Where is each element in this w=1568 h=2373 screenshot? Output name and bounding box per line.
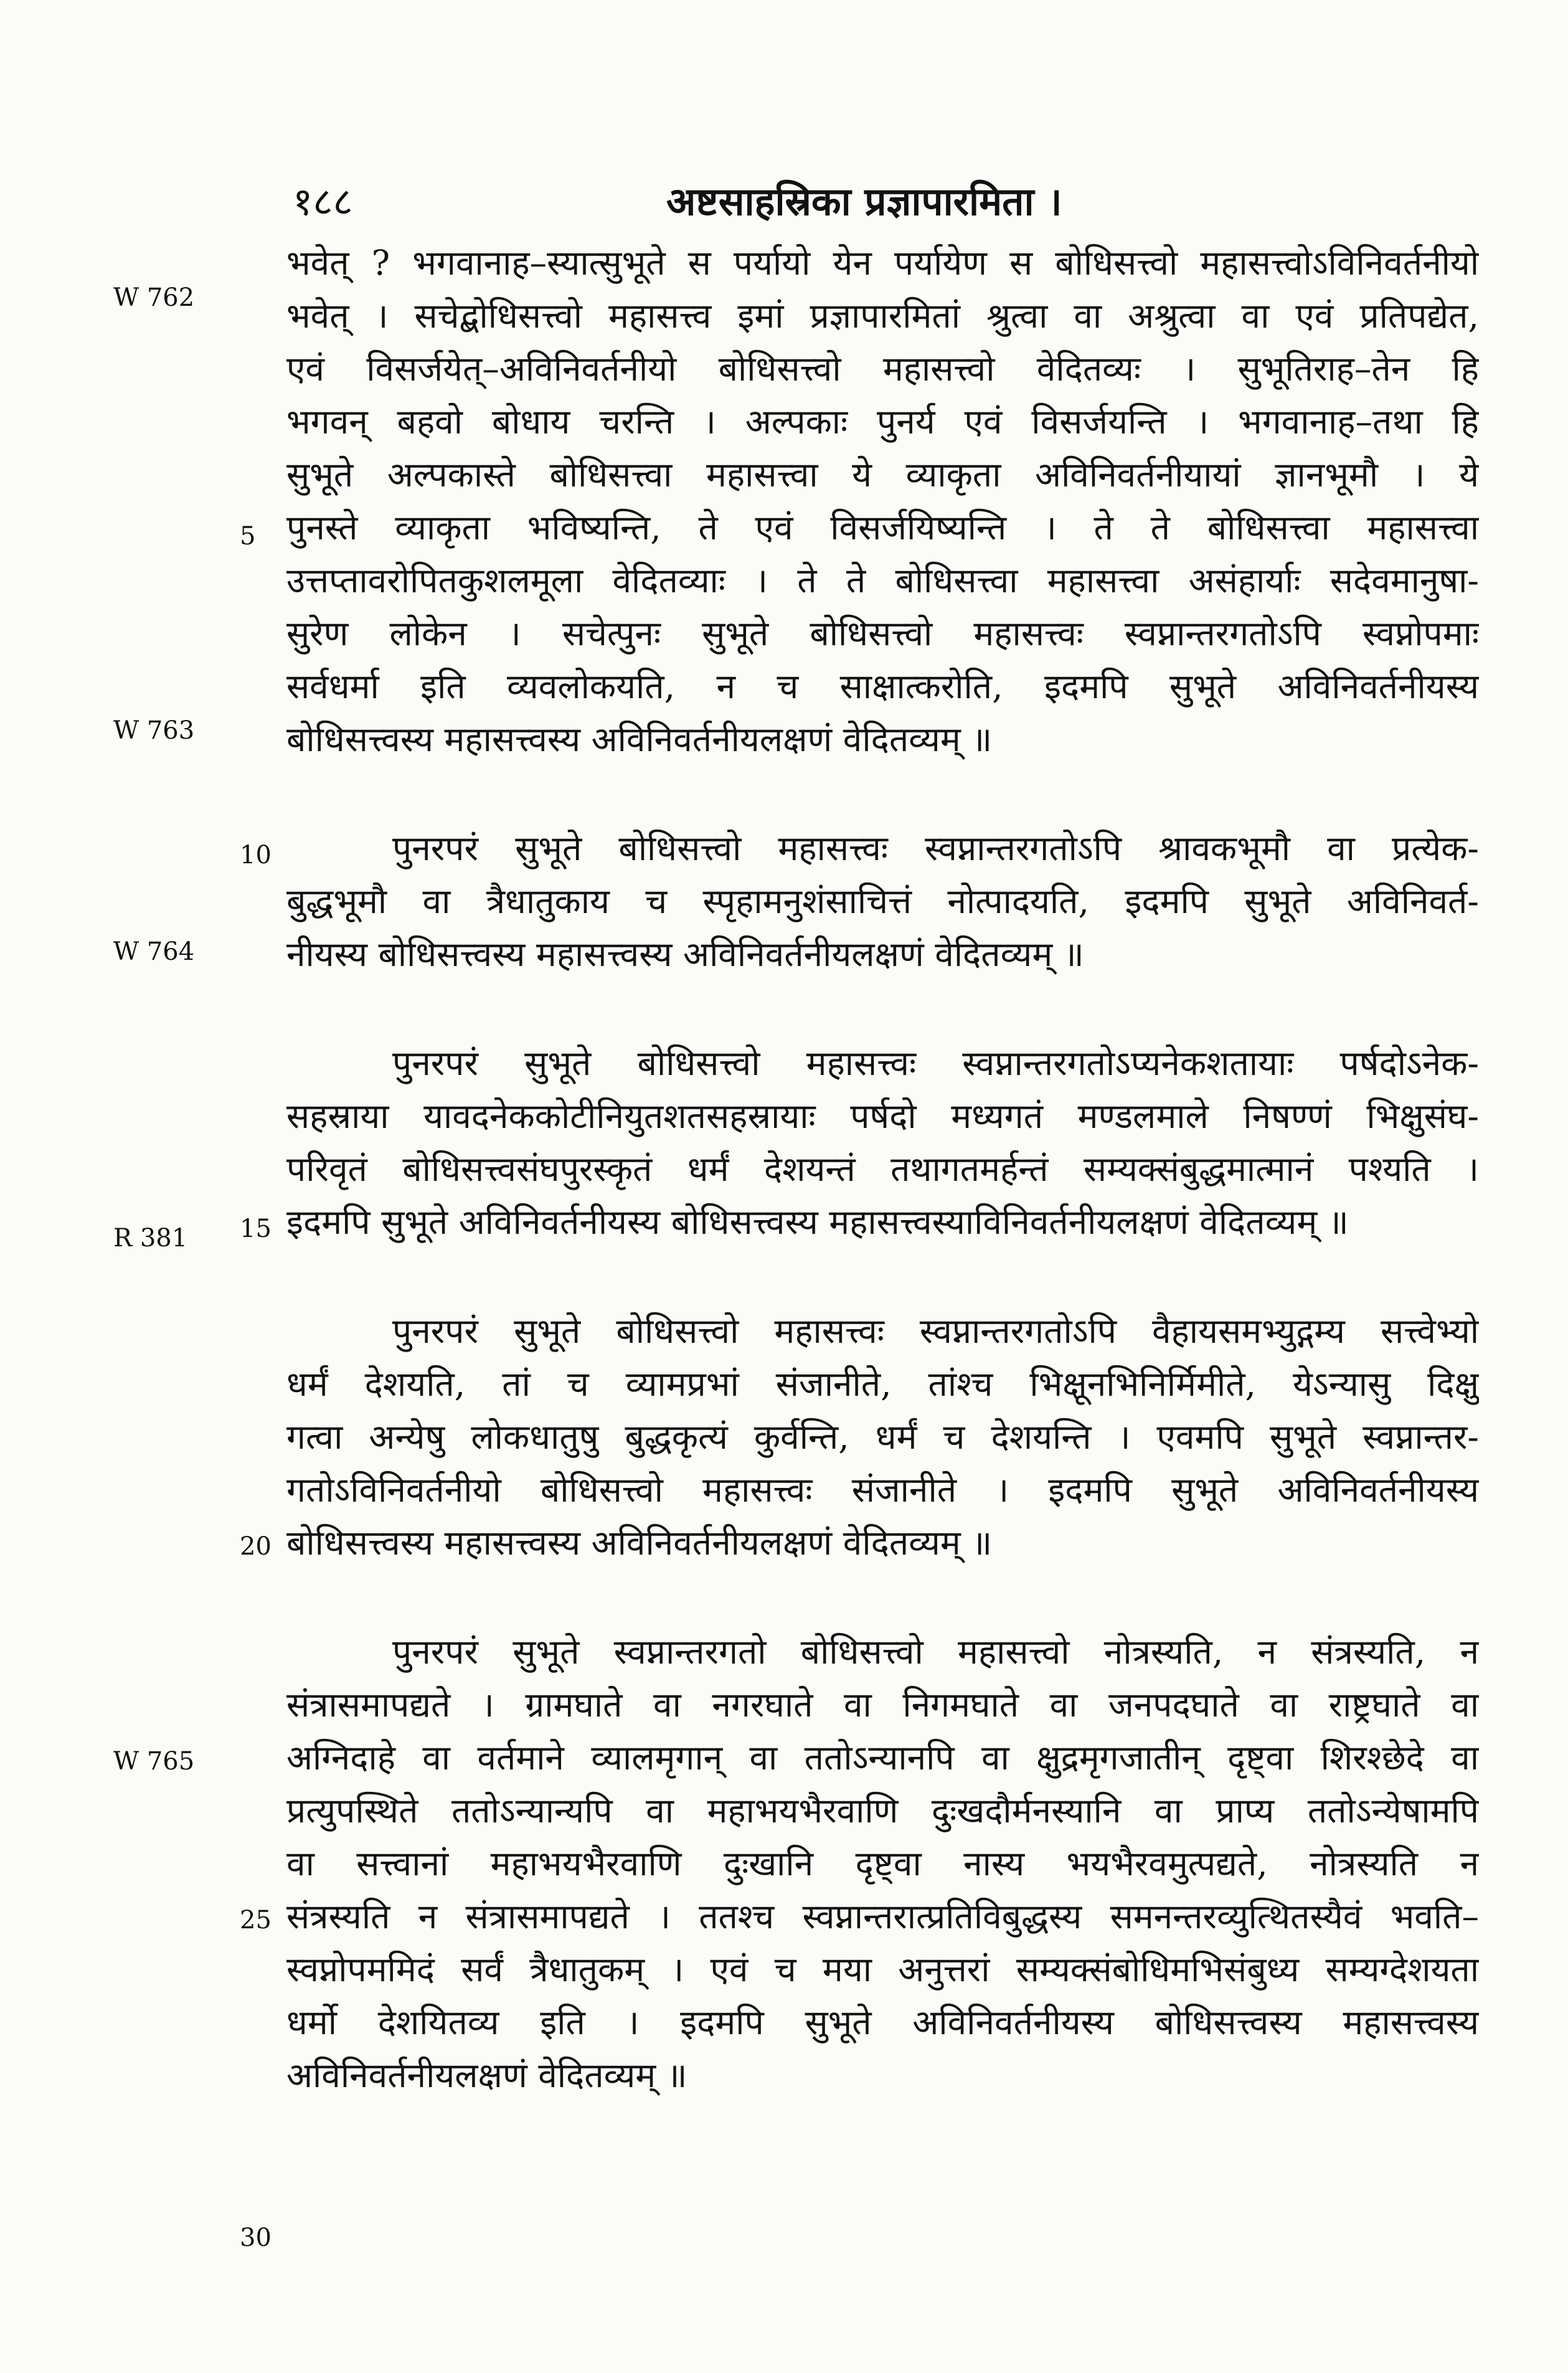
text-line: भवेत् । सचेद्बोधिसत्त्वो महासत्त्व इमां प्रज्ञापारमितां श्रुत्वा वा अश्रुत्वा वा एवं प्रतिपद्येत,	[286, 296, 1479, 336]
text-line: पुनस्ते व्याकृता भविष्यन्ति, ते एवं विसर्जयिष्यन्ति । ते ते बोधिसत्त्वा महासत्त्वा	[286, 508, 1479, 547]
margin-ref: W 762	[113, 283, 195, 312]
main-text	[286, 237, 1479, 2102]
running-title: अष्टसाहस्रिका प्रज्ञापारमिता ।	[666, 179, 1062, 224]
text-line: प्रत्युपस्थिते ततोऽन्यान्यपि वा महाभयभैरवाणि दुःखदौर्मनस्यानि वा प्राप्य ततोऽन्येषामपि	[286, 1791, 1479, 1831]
text-line: बोधिसत्त्वस्य महासत्त्वस्य अविनिवर्तनीयलक्षणं वेदितव्यम् ॥	[286, 719, 993, 759]
text-line: इदमपि सुभूते अविनिवर्तनीयस्य बोधिसत्त्वस्य महासत्त्वस्याविनिवर्तनीयलक्षणं वेदितव्यम् ॥	[286, 1202, 1349, 1242]
line-number: 25	[240, 1906, 272, 1935]
text-line: उत्तप्तावरोपितकुशलमूला वेदितव्याः । ते ते बोधिसत्त्वा महासत्त्वा असंहार्याः सदेवमानुषा-	[286, 561, 1479, 600]
line-number: 20	[240, 1532, 272, 1561]
text-line: धर्मो देशयितव्य इति । इदमपि सुभूते अविनिवर्तनीयस्य बोधिसत्त्वस्य महासत्त्वस्य	[286, 2002, 1479, 2042]
text-line: पुनरपरं सुभूते बोधिसत्त्वो महासत्त्वः स्वप्नान्तरगतोऽप्यनेकशतायाः पर्षदोऽनेक-	[392, 1043, 1479, 1083]
margin-ref: W 765	[113, 1747, 195, 1776]
text-line: अविनिवर्तनीयलक्षणं वेदितव्यम् ॥	[286, 2055, 687, 2095]
text-line: नीयस्य बोधिसत्त्वस्य महासत्त्वस्य अविनिवर्तनीयलक्षणं वेदितव्यम् ॥	[286, 934, 1084, 974]
paragraph	[286, 1037, 1479, 1249]
text-line: भवेत् ? भगवानाह–स्यात्सुभूते स पर्यायो येन पर्यायेण स बोधिसत्त्वो महासत्त्वोऽविनिवर्तनीयो	[286, 243, 1479, 283]
text-line: संत्रस्यति न संत्रासमापद्यते । ततश्च स्वप्नान्तरात्प्रतिविबुद्धस्य समनन्तरव्युत्थितस्यैवं भवति–	[286, 1897, 1479, 1936]
text-line: एवं विसर्जयेत्–अविनिवर्तनीयो बोधिसत्त्वो महासत्त्वो वेदितव्यः । सुभूतिराह–तेन हि	[286, 349, 1479, 389]
text-line: अग्निदाहे वा वर्तमाने व्यालमृगान् वा ततोऽन्यानपि वा क्षुद्रमृगजातीन् दृष्ट्वा शिरश्छेदे वा	[286, 1738, 1479, 1778]
text-line: वा सत्त्वानां महाभयभैरवाणि दुःखानि दृष्ट्वा नास्य भयभैरवमुत्पद्यते, नोत्रस्यति न	[286, 1844, 1479, 1883]
line-number: 5	[240, 522, 256, 551]
text-line: गत्वा अन्येषु लोकधातुषु बुद्धकृत्यं कुर्वन्ति, धर्मं च देशयन्ति । एवमपि सुभूते स्वप्नान्तर-	[286, 1417, 1479, 1457]
line-number: 10	[240, 841, 272, 869]
paragraph	[286, 1626, 1479, 2102]
page-header	[293, 174, 1470, 230]
margin-ref: R 381	[113, 1224, 188, 1253]
text-line: बुद्धभूमौ वा त्रैधातुकाय च स्पृहामनुशंसाचित्तं नोत्पादयति, इदमपि सुभूते अविनिवर्त-	[286, 881, 1479, 921]
text-line: बोधिसत्त्वस्य महासत्त्वस्य अविनिवर्तनीयलक्षणं वेदितव्यम् ॥	[286, 1523, 993, 1563]
text-line: भगवन् बहवो बोधाय चरन्ति । अल्पकाः पुनर्य एवं विसर्जयन्ति । भगवानाह–तथा हि	[286, 402, 1479, 442]
line-number: 30	[240, 2224, 272, 2252]
text-line: पुनरपरं सुभूते स्वप्नान्तरगतो बोधिसत्त्वो महासत्त्वो नोत्रस्यति, न संत्रस्यति, न	[392, 1632, 1479, 1672]
text-line: सर्वधर्मा इति व्यवलोकयति, न च साक्षात्करोति, इदमपि सुभूते अविनिवर्तनीयस्य	[286, 666, 1479, 706]
paragraph	[286, 237, 1479, 766]
text-line: गतोऽविनिवर्तनीयो बोधिसत्त्वो महासत्त्वः संजानीते । इदमपि सुभूते अविनिवर्तनीयस्य	[286, 1470, 1479, 1510]
text-line: सुभूते अल्पकास्ते बोधिसत्त्वा महासत्त्वा ये व्याकृता अविनिवर्तनीयायां ज्ञानभूमौ । ये	[286, 455, 1479, 495]
text-line: स्वप्नोपममिदं सर्वं त्रैधातुकम् । एवं च मया अनुत्तरां सम्यक्संबोधिमभिसंबुध्य सम्यग्देशयता	[286, 1949, 1479, 1989]
margin-ref: W 764	[113, 937, 195, 966]
line-number: 15	[240, 1215, 272, 1243]
paragraph	[286, 822, 1479, 981]
text-line: सहस्राया यावदनेककोटीनियुतशतसहस्रायाः पर्षदो मध्यगतं मण्डलमाले निषण्णं भिक्षुसंघ-	[286, 1096, 1479, 1136]
text-line: संत्रासमापद्यते । ग्रामघाते वा नगरघाते वा निगमघाते वा जनपदघाते वा राष्ट्रघाते वा	[286, 1685, 1479, 1725]
text-line: परिवृतं बोधिसत्त्वसंघपुरस्कृतं धर्मं देशयन्तं तथागतमर्हन्तं सम्यक्संबुद्धमात्मानं पश्यति ।	[286, 1149, 1479, 1189]
text-line: पुनरपरं सुभूते बोधिसत्त्वो महासत्त्वः स्वप्नान्तरगतोऽपि श्रावकभूमौ वा प्रत्येक-	[392, 828, 1479, 868]
margin-ref: W 763	[113, 716, 195, 745]
page-number: १८८	[293, 179, 353, 224]
text-line: पुनरपरं सुभूते बोधिसत्त्वो महासत्त्वः स्वप्नान्तरगतोऽपि वैहायसमभ्युद्गम्य सत्त्वेभ्यो	[392, 1311, 1479, 1351]
text-line: सुरेण लोकेन । सचेत्पुनः सुभूते बोधिसत्त्वो महासत्त्वः स्वप्नान्तरगतोऽपि स्वप्नोपमाः	[286, 613, 1479, 653]
paragraph	[286, 1305, 1479, 1570]
text-line: धर्मं देशयति, तां च व्यामप्रभां संजानीते, तांश्च भिक्षूनभिनिर्मिमीते, येऽन्यासु दिक्षु	[286, 1364, 1479, 1404]
